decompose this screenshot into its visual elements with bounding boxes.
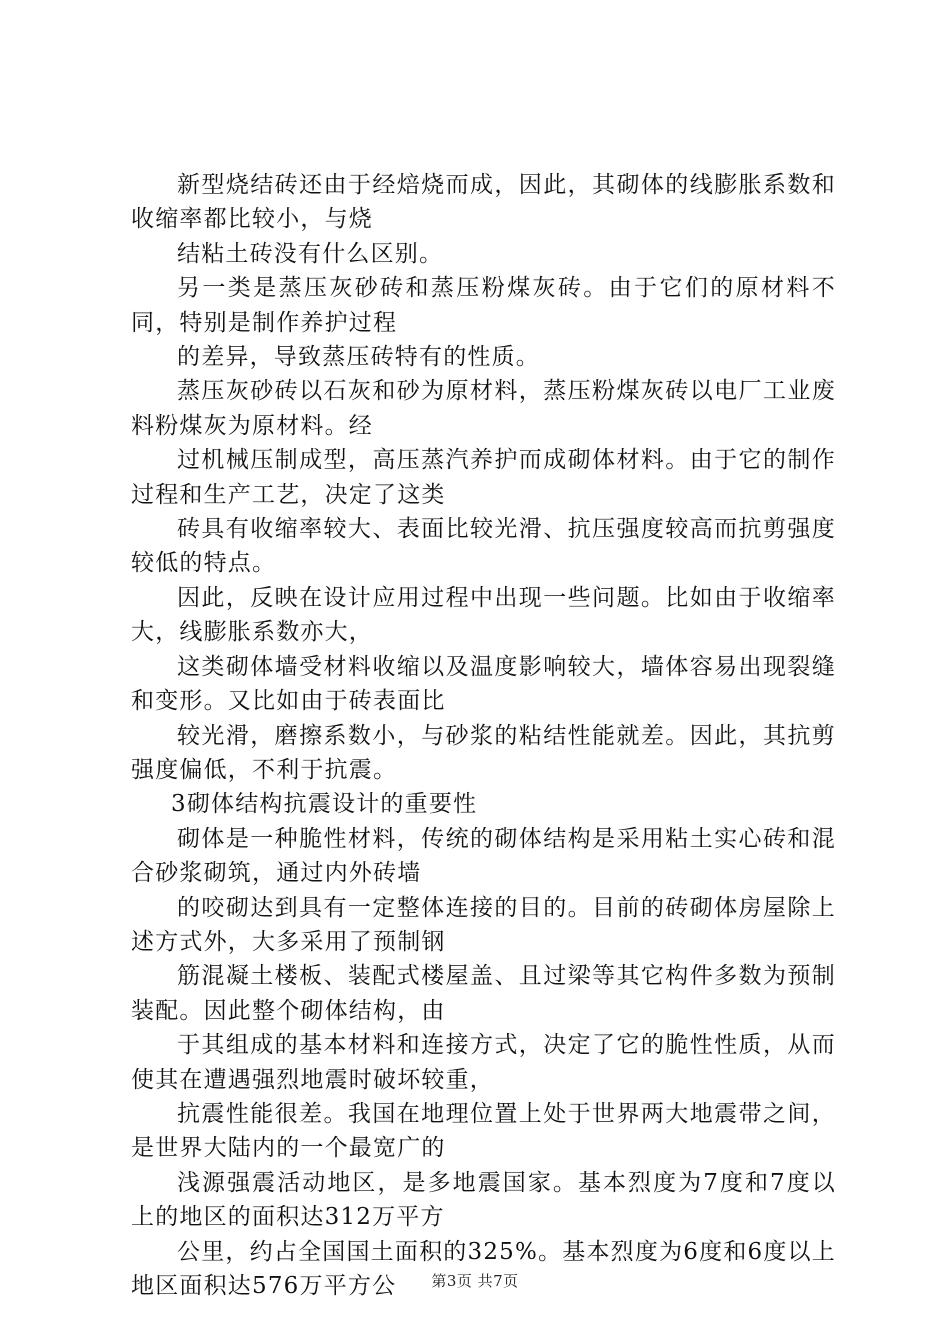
paragraph-14: 筋混凝土楼板、装配式楼屋盖、且过梁等其它构件多数为预制装配。因此整个砌体结构，由 [131, 963, 836, 1024]
paragraph-18: 公里，约占全国国土面积的325%。基本烈度为6度和6度以上地区面积达576万平方公 [131, 1238, 836, 1299]
paragraph-10: 较光滑，磨擦系数小，与砂浆的粘结性能就差。因此，其抗剪强度偏低，不利于抗震。 [131, 722, 836, 783]
paragraph-4: 的差异，导致蒸压砖特有的性质。 [177, 344, 540, 371]
page-number-footer: 第3页 共7页 [431, 1272, 519, 1290]
paragraph-1: 新型烧结砖还由于经焙烧而成，因此，其砌体的线膨胀系数和收缩率都比较小，与烧 [131, 172, 836, 233]
paragraph-9: 这类砌体墙受材料收缩以及温度影响较大，墙体容易出现裂缝和变形。又比如由于砖表面比 [131, 653, 836, 715]
paragraph-8: 因此，反映在设计应用过程中出现一些问题。比如由于收缩率大，线膨胀系数亦大， [131, 584, 836, 646]
document-body [131, 168, 836, 1303]
paragraph-13: 的咬砌达到具有一定整体连接的目的。目前的砖砌体房屋除上述方式外，大多采用了预制钢 [131, 894, 836, 955]
paragraph-16: 抗震性能很差。我国在地理位置上处于世界两大地震带之间，是世界大陆内的一个最宽广的 [131, 1100, 836, 1162]
paragraph-15: 于其组成的基本材料和连接方式，决定了它的脆性性质，从而使其在遭遇强烈地震时破坏较重， [131, 1032, 836, 1093]
section-heading: 3砌体结构抗震设计的重要性 [171, 791, 478, 818]
paragraph-2: 结粘土砖没有什么区别。 [177, 240, 444, 267]
paragraph-12: 砌体是一种脆性材料，传统的砌体结构是采用粘土实心砖和混合砂浆砌筑，通过内外砖墙 [131, 825, 836, 887]
paragraph-7: 砖具有收缩率较大、表面比较光滑、抗压强度较高而抗剪强度较低的特点。 [131, 516, 836, 577]
paragraph-6: 过机械压制成型，高压蒸汽养护而成砌体材料。由于它的制作过程和生产工艺，决定了这类 [131, 447, 836, 508]
paragraph-3: 另一类是蒸压灰砂砖和蒸压粉煤灰砖。由于它们的原材料不同，特别是制作养护过程 [131, 275, 836, 336]
paragraph-17: 浅源强震活动地区，是多地震国家。基本烈度为7度和7度以上的地区的面积达312万平方 [131, 1169, 836, 1231]
paragraph-5: 蒸压灰砂砖以石灰和砂为原材料，蒸压粉煤灰砖以电厂工业废料粉煤灰为原材料。经 [131, 378, 836, 439]
